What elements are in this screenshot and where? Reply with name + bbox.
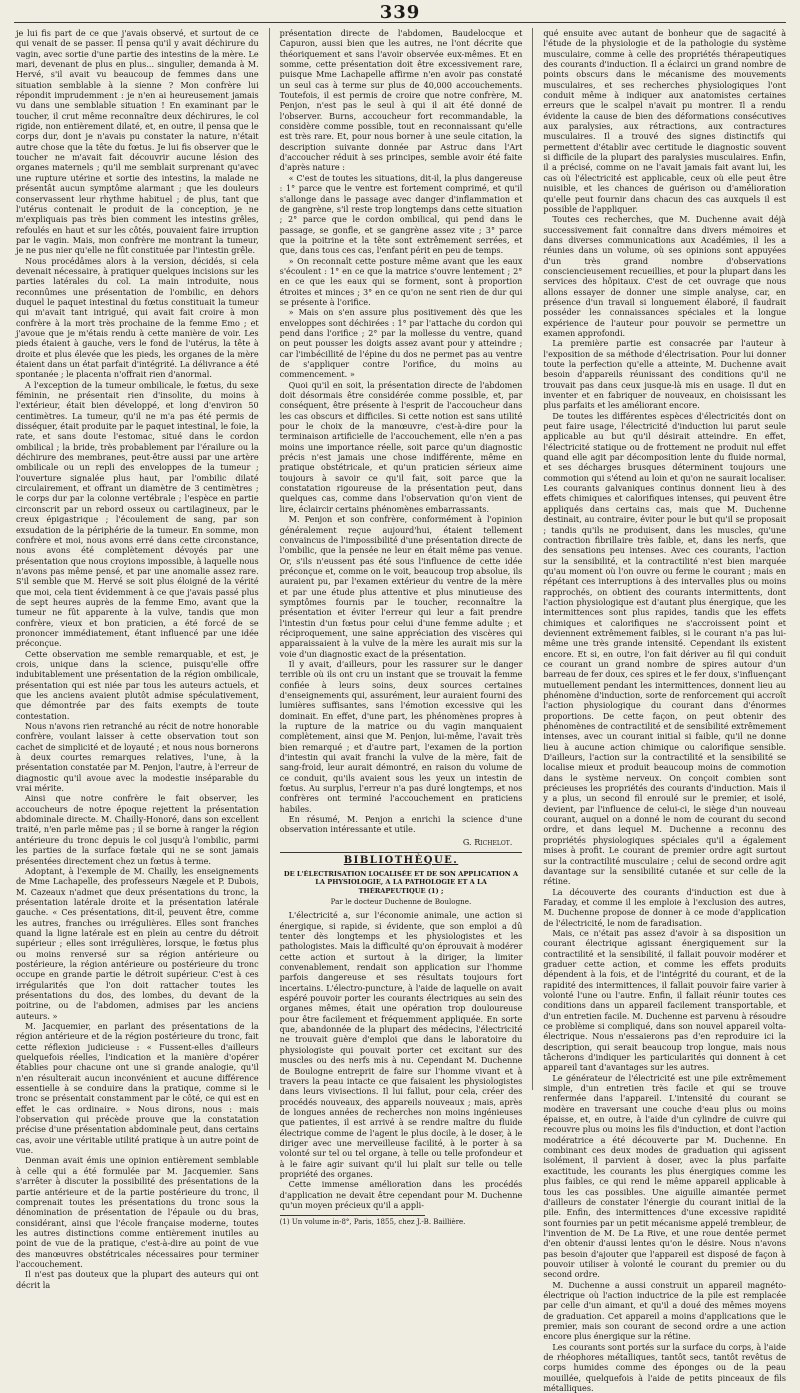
footnote: (1) Un volume in-8°, Paris, 1855, chez J.-B. Baillière. [279, 1218, 466, 1227]
paragraph: Cette immense amélioration dans les procédés d'application ne devait être cependant pour M. Duchenne qu'un moyen précieux qu'il a appli- [279, 1179, 523, 1210]
paragraph: Les courants sont portés sur la surface du corps, à l'aide de rhéophores métalliques, tantôt secs, tantôt revêtus de corps humides comme des éponges ou de la peau mouillée, quelquefois à l'aide de petits pinceaux de fils métalliques. [543, 1341, 787, 1393]
column-divider [532, 28, 533, 1090]
paragraph: je lui fis part de ce que j'avais observé, et surtout de ce qui venait de se passer. Il pensa qu'il y avait déchirure du vagin, avec sortie d'une partie des intestins de la mère. Le mari, devenant de plus en plus... singulier, demanda à M. Hervé, s'il avait vu beaucoup de femmes dans une situation semblable à la sienne ? Mon confrère lui répondit imprudemment : je n'en ai heureusement jamais vu dans une semblable situation ! En examinant par le toucher, il crut même reconnaître deux déchirures, le col rigide, non entièrement dilaté, et, en outre, il pensa que le corps dur, dont je n'avais pu constater la nature, n'était autre chose que la tête du fœtus. Je lui fis observer que le toucher ne m'avait fait découvrir aucune lésion des organes maternels ; qu'il me semblait surprenant qu'avec une rupture utérine et sortie des intestins, la malade ne présentât aucun symptôme alarmant ; que les douleurs conservassent leur rhythme habituel ; de plus, tant que l'utérus contenait le produit de la conception, je ne m'expliquais pas très bien comment les intestins grêles, refoulés en haut et sur les côtés, pouvaient faire irruption par le vagin. Mais, mon confrère me montrant la tumeur, je ne pus nier qu'elle ne fût constituée par l'intestin grêle. [16, 28, 259, 256]
paragraph: M. Duchenne a aussi construit un appareil magnéto-électrique où l'action inductrice de la pile est remplacée par celle d'un aimant, et qu'il a doué des mêmes moyens de graduation. Cet appareil a moins d'applications que le premier, mais son courant de second ordre a une action encore plus énergique sur la rétine. [543, 1279, 787, 1342]
paragraph: présentation directe de l'abdomen, Baudelocque et Capuron, aussi bien que les autres, ne l'ont décrite que théoriquement et sans l'avoir observée eux-mêmes. Et en somme, cette présentation doit être excessivement rare, puisque Mme Lachapelle affirme n'en avoir pas constaté un seul cas à terme sur plus de 40,000 accouchements. Toutefois, il est permis de croire que notre confrère, M. Penjon, n'est pas le seul à qui il ait été donné de l'observer. Burns, accoucheur fort recommandable, la considère comme possible, tout en reconnaissant qu'elle est très rare. Et, pour nous borner à une seule citation, la description suivante donnée par Astruc dans l'Art d'accoucher réduit à ses principes, semble avoir été faite d'après nature : [279, 28, 523, 173]
paragraph: Mais, ce n'était pas assez d'avoir à sa disposition un courant électrique agissant énergiquement sur la contractilité et la sensibilité, il fallait pouvoir modérer et graduer cette action, et comme les effets produits dépendent à la fois, et de l'intégrité du courant, et de la rapidité des intermittences, il fallait pouvoir faire varier à volonté l'une ou l'autre. Enfin, il fallait réunir toutes ces conditions dans un appareil facilement transportable, et d'un entretien facile. M. Duchenne est parvenu à résoudre ce problème si compliqué, dans son nouvel appareil volta-électrique. Nous n'essaierons pas d'en reproduire ici la description, qui serait beaucoup trop longue, mais nous tâcherons d'indiquer les particularités qui donnent à cet appareil tant d'avantages sur les autres. [543, 927, 787, 1073]
paragraph: » Mais on s'en assure plus positivement dès que les enveloppes sont déchirées : 1° par l'attache du cordon qui pend dans l'orifice ; 2° par la mollesse du ventre, quand on peut pousser les doigts assez avant pour y atteindre ; car l'imbécillité de l'épine du dos ne permet pas au ventre de s'appliquer contre l'orifice, du moins au commencement. » [279, 307, 523, 380]
paragraph: M. Penjon et son confrère, conformément à l'opinion généralement reçue aujourd'hui, étaient tellement convaincus de l'impossibilité d'une présentation directe de l'ombilic, que la pensée ne leur en était même pas venue. Or, s'ils n'eussent pas été sous l'influence de cette idée préconçue et, comme on le voit, beaucoup trop absolue, ils auraient pu, par l'examen extérieur du ventre de la mère et par une étude plus attentive et plus minutieuse des symptômes fournis par le toucher, reconnaître la présentation et éviter l'erreur qui leur a fait prendre l'intestin d'un fœtus pour celui d'une femme adulte ; et réciproquement, une saine appréciation des viscères qui apparaissaient à la vulve de la mère les aurait mis sur la voie d'un diagnostic exact de la présentation. [279, 514, 523, 659]
column-1 [16, 28, 259, 1290]
paragraph: Denman avait émis une opinion entièrement semblable à celle qui a été formulée par M. Jacquemier. Sans s'arrêter à discuter la possibilité des présentations de la partie antérieure et de la partie postérieure du tronc, il comprenait toutes les présentations du tronc sous la dénomination de présentation de l'épaule ou du bras, considérant, ainsi que l'école française moderne, toutes les autres distinctions comme entièrement inutiles au point de vue de la pratique, c'est-à-dire au point de vue des manœuvres obstétricales nécessaires pour terminer l'accouchement. [16, 1155, 259, 1269]
paragraph: M. Jacquemier, en parlant des présentations de la région antérieure et de la région postérieure du tronc, fait cette réflexion judicieuse : « Fussent-elles d'ailleurs quelquefois réelles, l'indication et la manière d'opérer établies pour chacune ont une si grande analogie, qu'il n'en résulterait aucun inconvénient et aucune différence essentielle à se conduire dans la pratique, comme si le tronc se présentait constamment par le côté, ce qui est en effet le cas ordinaire. » Nous dirons, nous : mais l'observation qui précède prouve que la constatation précise d'une présentation abdominale peut, dans certains cas, avoir une véritable utilité pratique à un autre point de vue. [16, 1021, 259, 1156]
paragraph: Nous n'avons rien retranché au récit de notre honorable confrère, voulant laisser à cette observation tout son cachet de simplicité et de loyauté ; et nous nous bornerons à deux courtes remarques relatives, l'une, à la présentation constatée par M. Penjon, l'autre, à l'erreur de diagnostic qu'il avoue avec la modestie inséparable du vrai mérite. [16, 721, 259, 794]
author-signature: G. Richelot. [462, 836, 513, 847]
paragraph: De toutes les différentes espèces d'électricités dont on peut faire usage, l'électricité d'induction lui parut seule applicable au but qu'il désirait atteindre. En effet, l'électricité statique ou de frottement ne produit nul effet quand elle agit par décomposition lente du fluide normal, et ses décharges brusques déterminent toujours une commotion qui s'étend au loin et qu'on ne saurait localiser. Les courants galvaniques continus donnent lieu à des effets chimiques et calorifiques intenses, qui peuvent être appliqués dans certains cas, mais que M. Duchenne destinait, au contraire, éviter pour le but qu'il se proposait ; tandis qu'ils ne produisent, dans les muscles, qu'une contraction fibrillaire très faible, et, dans les nerfs, que des sensations peu intenses. Avec ces courants, l'action sur la sensibilité, et la contractilité n'est bien marquée qu'au moment où l'on ouvre ou ferme le courant ; mais en répétant ces interruptions à des intervalles plus ou moins rapprochés, on obtient des courants intermittents, dont l'action physiologique est d'autant plus énergique, que les intermittences sont plus rapides, tandis que les effets chimiques et calorifiques ne s'accroissent point et deviennent extrêmement faibles, si le courant n'a pas lui-même une très grande intensité. Cependant ils existent encore. Et si, en outre, l'on fait dériver au fil qui conduit ce courant un grand nombre de spires autour d'un barreau de fer doux, ces spires et le fer doux, s'influençant mutuellement pendant les intermittences, donnent lieu au phénomène d'induction, sorte de renforcement qui accroît l'action physiologique du courant dans d'énormes proportions. De cette façon, on peut obtenir des phénomènes de contractilité et de sensibilité extrêmement intenses, avec un courant initial si faible, qu'il ne donne lieu à aucune action chimique ou calorifique sensible. D'ailleurs, l'action sur la contractilité et la sensibilité se localise mieux et produit beaucoup moins de commotion dans le système nerveux. On conçoit combien sont précieuses les propriétés des courants d'induction. Mais il y a plus, un second fil enroulé sur le premier, et isolé, devient, par l'influence de celui-ci, le siège d'un nouveau courant, auquel on a donné le nom de courant du second ordre, et dans lequel M. Duchenne a reconnu des propriétés physiologiques spéciales qu'il a également mises à profit. Le courant de premier ordre agit surtout sur la contractilité musculaire ; celui de second ordre agit davantage sur la sensibilité cutanée et sur celle de la rétine. [543, 410, 787, 887]
section-title: BIBLIOTHÈQUE. [343, 855, 459, 867]
paragraph: » On reconnaît cette posture même avant que les eaux s'écoulent : 1° en ce que la matrice s'ouvre lentement ; 2° en ce que les eaux qui se forment, sont à proportion étroites et minces ; 3° en ce qu'on ne sent rien de dur qui se présente à l'orifice. [279, 255, 523, 307]
article-author: Par le docteur Duchenne de Boulogne. [330, 897, 472, 906]
paragraph: A l'exception de la tumeur ombilicale, le fœtus, du sexe féminin, ne présentait rien d'insolite, du moins à l'extérieur, était bien développé, et long d'environ 50 centimètres. La tumeur, qu'il ne m'a pas été permis de disséquer, était produite par le paquet intestinal, le foie, la rate, et sans doute l'estomac, situé dans le cordon ombilical ; la bride, très probablement par l'érailure ou la déchirure des membranes, peut-être aussi par une artère ombilicale ou un repli des enveloppes de la tumeur ; l'ouverture signalée plus haut, par l'ombilic dilaté circulairement, et offrant un diamètre de 3 centimètres ; le corps dur par la colonne vertébrale ; l'espèce en partie circonscrit par un rebord osseux ou cartilagineux, par le creux épigastrique ; l'écoulement de sang, par son exsudation de la périphérie de la tumeur. En somme, mon confrère et moi, nous avons erré dans cette circonstance, nous avons été complètement dévoyés par une présentation que nous croyions impossible, à laquelle nous n'avons pas même pensé, et par une anomalie assez rare. S'il semble que M. Hervé se soit plus éloigné de la vérité que moi, cela tient évidemment à ce que j'avais passé plus de sept heures auprès de la femme Emo, avant que la tumeur ne fût apparente à la vulve, tandis que mon confrère, vieux et bon praticien, a été forcé de se prononcer immédiatement, étant influencé par une idée préconçue. [16, 379, 259, 649]
paragraph: qué ensuite avec autant de bonheur que de sagacité à l'étude de la physiologie et de la pathologie du système musculaire, comme à celle des propriétés thérapeutiques des courants d'induction. Il a éclairci un grand nombre de points obscurs dans le mécanisme des mouvements musculaires, et ses recherches physiologiques l'ont conduit même à indiquer aux anatomistes certaines erreurs que le scalpel n'avait pu montrer. Il a rendu évidente la cause de bien des déformations consécutives aux paralysies, aux rétractions, aux contractures musculaires. Il a trouvé des signes distinctifs qui permettent d'établir avec certitude le diagnostic souvent si difficile de la plupart des paralysies musculaires. Enfin, il a précisé, comme on ne l'avait jamais fait avant lui, les cas où l'électricité est applicable, ceux où elle peut être nuisible, et les chances de guérison ou d'amélioration qu'elle peut fournir dans chacun des cas auxquels il est possible de l'appliquer. [543, 28, 787, 214]
paragraph: Quoi qu'il en soit, la présentation directe de l'abdomen doit désormais être considérée comme possible, et, par conséquent, être présente à l'esprit de l'accoucheur dans les cas obscurs et difficiles. Si cette notion est sans utilité pour le choix de la manœuvre, c'est-à-dire pour la terminaison artificielle de l'accouchement, elle n'en a pas moins une importance réelle, soit parce qu'un diagnostic précis n'est jamais une chose indifférente, même en pratique obstétricale, et qu'un praticien sérieux aime toujours à savoir ce qu'il fait, soit parce que la constatation rigoureuse de la présentation peut, dans quelques cas, comme dans l'observation qu'on vient de lire, éclaircir certains phénomènes embarrassants. [279, 379, 523, 514]
paragraph: L'électricité a, sur l'économie animale, une action si énergique, si rapide, si évidente, que son emploi a dû tenter dès longtemps et les physiologistes et les pathologistes. Mais la difficulté qu'on éprouvait à modérer cette action et surtout à la diriger, la limiter convenablement, rendait son application sur l'homme parfois dangereuse et ses résultats toujours fort incertains. L'électro-puncture, à l'aide de laquelle on avait espéré pouvoir porter les courants électriques au sein des organes mêmes, était une opération trop douloureuse pour être facilement et fréquemment appliquée. En sorte que, abandonnée de la plupart des médecins, l'électricité ne trouvait guère d'emploi que dans le laboratoire du physiologiste qui pouvait porter cet excitant sur des muscles ou des nerfs mis à nu. Cependant M. Duchenne de Boulogne entreprit de faire sur l'homme vivant et à travers la peau intacte ce que faisaient les physiologistes dans leurs vivisections. Il lui fallut, pour cela, créer des procédés nouveaux, des appareils nouveaux ; mais, après de longues années de recherches non moins ingénieuses que patientes, il est arrivé à se rendre maître du fluide électrique comme de l'agent le plus docile, à le doser, à le diriger avec une merveilleuse facilité, à le porter à sa volonté sur tel ou tel organe, à telle ou telle profondeur et à le faire agir suivant qu'il lui plaît sur telle ou telle propriété des organes. [279, 910, 523, 1179]
paragraph: En résumé, M. Penjon a enrichi la science d'une observation intéressante et utile. [279, 814, 523, 835]
paragraph: Adoptant, à l'exemple de M. Chailly, les enseignements de Mme Lachapelle, des professeurs Nægele et P. Dubois, M. Cazeaux n'admet que deux présentations du tronc, la présentation latérale droite et la présentation latérale gauche. « Ces présentations, dit-il, peuvent être, comme les autres, franches ou irrégulières. Elles sont franches quand la ligne latérale est en plein au centre du détroit supérieur ; elles sont irrégulières, lorsque, le fœtus plus ou moins renversé sur sa région antérieure ou postérieure, la région antérieure ou postérieure du tronc occupe en grande partie le détroit supérieur. C'est à ces irrégularités que l'on doit rattacher toutes les présentations du dos, des lombes, du devant de la poitrine, ou de l'abdomen, admises par les anciens auteurs. » [16, 865, 259, 1021]
section-divider [280, 852, 523, 853]
paragraph: Il y avait, d'ailleurs, pour les rassurer sur le danger terrible où ils ont cru un instant que se trouvait la femme confiée à leurs soins, deux sources certaines d'enseignements qui, assurément, leur auraient fourni des lumières suffisantes, sans l'émotion excessive qui les dominait. En effet, d'une part, les phénomènes propres à la rupture de la matrice ou du vagin manquaient complètement, ainsi que M. Penjon, lui-même, l'avait très bien remarqué ; et d'autre part, l'examen de la portion d'intestin qui avait franchi la vulve de la mère, fait de sang-froid, leur aurait démontré, en raison du volume de ce conduit, qu'ils avaient sous les yeux un intestin de fœtus. Au surplus, l'erreur n'a pas duré longtemps, et nos confrères ont terminé l'accouchement en praticiens habiles. [279, 658, 523, 814]
paragraph: Ainsi que notre confrère le fait observer, les accoucheurs de notre époque rejettent la présentation abdominale directe. M. Chailly-Honoré, dans son excellent traité, n'en parle même pas ; il se borne à ranger la région antérieure du tronc depuis le col jusqu'à l'ombilic, parmi les parties de la surface fœtale qui ne se sont jamais présentées directement chez un fœtus à terme. [16, 793, 259, 866]
paragraph: La découverte des courants d'induction est due à Faraday, et comme il les emploie à l'exclusion des autres, M. Duchenne propose de donner à ce mode d'application de l'électricité, le nom de faradisation. [543, 886, 787, 928]
paragraph: Le générateur de l'électricité est une pile extrêmement simple, d'un entretien très facile et qui se trouve renfermée dans l'appareil. L'intensité du courant se modère en traversant une couche d'eau plus ou moins épaisse, et, en outre, à l'aide d'un cylindre de cuivre qui recouvre plus ou moins les fils d'induction, et dont l'action modératrice a été découverte par M. Duchenne. En combinant ces deux modes de graduation qui agissent isolément, il parvient à doser, avec la plus parfaite exactitude, les courants les plus énergiques comme les plus faibles, ce qui rend le même appareil applicable à tous les cas possibles. Une aiguille aimantée permet d'ailleurs de constater l'énergie du courant initial de la pile. Enfin, des intermittences d'une excessive rapidité sont fournies par un petit mécanisme appelé trembleur, de l'invention de M. De La Rive, et une roue dentée permet d'en obtenir d'aussi lentes qu'on le désire. Nous n'avons pas besoin d'ajouter que l'appareil est disposé de façon à pouvoir utiliser à volonté le courant du premier ou du second ordre. [543, 1072, 787, 1280]
footnote-rule [280, 1215, 426, 1216]
paragraph: Il n'est pas douteux que la plupart des auteurs qui ont décrit la [16, 1269, 259, 1290]
paragraph: « C'est de toutes les situations, dit-il, la plus dangereuse : 1° parce que le ventre est fortement comprimé, et qu'il s'allonge dans le passage avec danger d'inflammation et de gangrène, s'il reste trop longtemps dans cette situation ; 2° parce que le cordon ombilical, qui pend dans le passage, se gonfle, et se gangrène assez vite ; 3° parce que la poitrine et la tête sont extrêmement serrées, et que, dans tous ces cas, l'enfant périt en peu de temps. [279, 172, 523, 256]
column-3 [543, 28, 787, 1393]
text-columns [16, 28, 787, 1393]
column-2 [279, 28, 523, 1227]
paragraph: Toutes ces recherches, que M. Duchenne avait déjà successivement fait connaître dans divers mémoires et dans diverses communications aux Académies, il les a réunies dans un volume, où ses opinions sont appuyées d'un très grand nombre d'observations consciencieusement recueillies, et pour la plupart dans les services des hôpitaux. C'est de cet ouvrage que nous allons essayer de donner une simple analyse, car, en présence d'un travail si longuement élaboré, il faudrait posséder les connaissances spéciales et la longue expérience de l'auteur pour pouvoir se permettre un examen approfondi. [543, 214, 787, 338]
header-rule [14, 22, 786, 23]
article-title: DE L'ÉLECTRISATION LOCALISÉE ET DE SON APPLICATION A LA PHYSIOLOGIE, A LA PATHOLOGIE ET A LA THÉRAPEUTIQUE (1) ; [283, 869, 519, 895]
paragraph: La première partie est consacrée par l'auteur à l'exposition de sa méthode d'électrisation. Pour lui donner toute la perfection qu'elle a atteinte, M. Duchenne avait besoin d'appareils réunissant des conditions qu'il ne trouvait pas dans ceux jusque-là mis en usage. Il dut en inventer et en fabriquer de nouveaux, en choisissant les plus parfaits et les améliorant encore. [543, 338, 787, 411]
paragraph: Cette observation me semble remarquable, et est, je crois, unique dans la science, puisqu'elle offre indubitablement une présentation de la région ombilicale, présentation qui est niée par tous les auteurs actuels, et que les anciens avaient plutôt admise spéculativement, que démontrée par des faits exempts de toute contestation. [16, 648, 259, 721]
column-divider [269, 28, 270, 1090]
paragraph: Nous procédâmes alors à la version, décidés, si cela devenait nécessaire, à pratiquer quelques incisions sur les parties latérales du col. La main introduite, nous reconnûmes une présentation de l'ombilic, en dehors duquel le paquet intestinal du fœtus constituait la tumeur qui m'avait tant intrigué, qui avait fait croire à mon confrère à la mort très prochaine de la femme Emo ; et j'avoue que je m'étais rendu à cette manière de voir. Les pieds étaient à gauche, vers le fond de l'utérus, la tête à droite et plus élevée que les pieds, les organes de la mère étaient dans un état parfait d'intégrité. La délivrance a été spontanée ; le placenta n'offrait rien d'anormal. [16, 255, 259, 380]
page-number: 339 [379, 2, 421, 23]
